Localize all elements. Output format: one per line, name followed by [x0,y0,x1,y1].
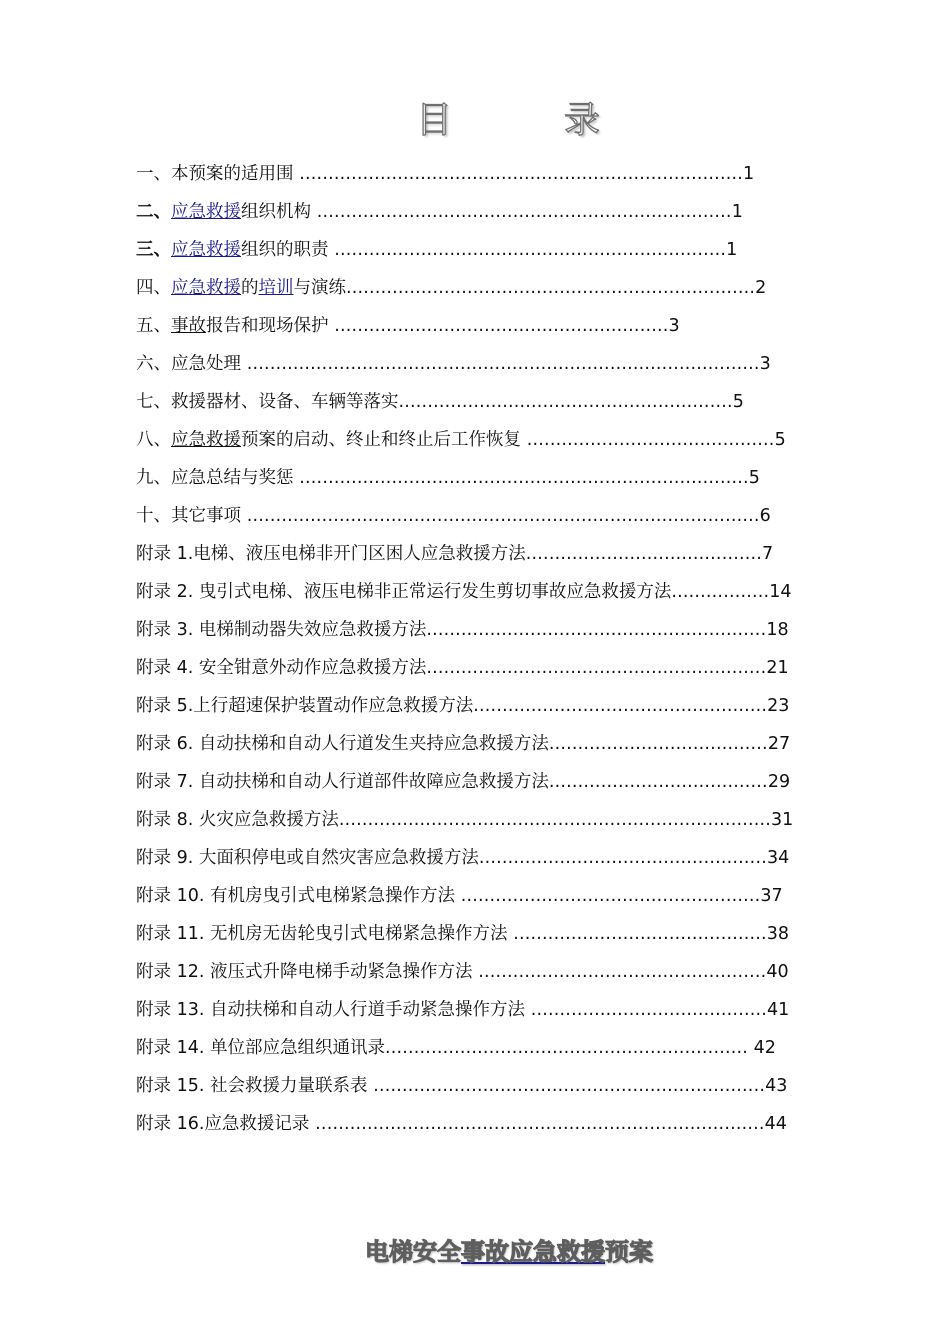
toc-entry-title: 其它事项 [171,506,241,526]
toc-entry-title: 附录 7. 自动扶梯和自动人行道部件故障应急救援方法 [136,772,549,792]
toc-entry-number: 四、 [136,278,171,298]
toc-entry-link[interactable]: 应急救援 [171,202,241,222]
toc-entry-page: 2 [755,278,767,298]
toc-entry-leader: .................................................................... [328,240,727,260]
toc-entry-page: 18 [766,620,789,640]
toc-entry-leader: .......................................................... [398,392,733,412]
toc-entry-page: 1 [731,202,743,222]
toc-entry-leader: ............................................................... [384,1038,749,1058]
toc-entry-page: 42 [748,1038,776,1058]
toc-entry-leader: .................................................. [478,848,767,868]
toc-entry-leader: ................. [671,582,770,602]
toc-entry-leader: ......................................... [524,1000,768,1020]
toc-entry-text: 的 [241,278,259,298]
table-of-contents [136,155,896,1143]
toc-entry-leader: ....................................................................... [346,278,756,298]
toc-entry[interactable] [136,953,896,991]
toc-entry-title: 应急处理 [171,354,241,374]
toc-entry[interactable] [136,1105,896,1143]
page-title: 目 录 [415,100,638,141]
toc-entry[interactable] [136,459,896,497]
toc-entry-leader: ...................................... [548,734,768,754]
toc-entry-title: 救援器材、设备、车辆等落实 [171,392,399,412]
toc-entry[interactable] [136,687,896,725]
toc-entry-page: 21 [766,658,789,678]
toc-entry-page: 5 [748,468,760,488]
toc-entry-page: 3 [668,316,680,336]
toc-entry-leader: ........................................................................ [311,202,732,222]
footer-title-end: 预案 [605,1238,653,1266]
toc-entry-leader: .............................................................................. [309,1114,765,1134]
toc-entry[interactable] [136,383,896,421]
toc-entry-leader: .............................................................................. [293,468,749,488]
toc-entry-title: 附录 14. 单位部应急组织通讯录 [136,1038,385,1058]
toc-entry-title: 附录 10. 有机房曳引式电梯紧急操作方法 [136,886,455,906]
toc-entry[interactable] [136,535,896,573]
toc-entry-leader: ......................................................................................... [241,506,760,526]
toc-entry[interactable] [136,839,896,877]
toc-entry-page: 23 [767,696,790,716]
toc-entry-title: 组织的职责 [241,240,329,260]
toc-entry-title: 报告和现场保护 [206,316,329,336]
toc-entry-title: 附录 13. 自动扶梯和自动人行道手动紧急操作方法 [136,1000,525,1020]
toc-entry-page: 14 [769,582,792,602]
toc-entry-leader: ........................................... [521,430,775,450]
toc-entry-link[interactable]: 培训 [258,278,294,298]
toc-entry-title: 附录 1.电梯、液压电梯非开门区困人应急救援方法 [136,544,526,564]
toc-entry-number: 七、 [136,392,171,412]
toc-entry-underlined-text: 应急救援 [171,430,241,450]
toc-entry-title: 组织机构 [241,202,311,222]
toc-entry[interactable] [136,725,896,763]
toc-entry-page: 41 [767,1000,790,1020]
toc-entry-page: 43 [765,1076,788,1096]
toc-entry[interactable] [136,345,896,383]
footer-title-underlined: 事故应急救援 [461,1238,605,1266]
toc-entry-leader: ................................................... [473,696,768,716]
toc-entry-number: 五、 [136,316,171,336]
toc-entry[interactable] [136,877,896,915]
toc-entry-leader: ............................................................................. [293,164,743,184]
toc-entry-page: 5 [732,392,744,412]
toc-entry-number: 六、 [136,354,171,374]
toc-entry-title: 与演练 [293,278,346,298]
toc-entry-leader: .......................................................... [328,316,669,336]
toc-entry-leader: ........................................................................... [338,810,772,830]
toc-entry-number: 二、 [136,202,171,222]
toc-entry[interactable] [136,1029,896,1067]
toc-entry[interactable] [136,269,896,307]
toc-entry-page: 34 [766,848,790,868]
toc-entry[interactable] [136,611,896,649]
toc-entry-number: 一、 [136,164,171,184]
toc-entry[interactable] [136,649,896,687]
toc-entry-number: 十、 [136,506,171,526]
toc-entry-page: 31 [771,810,794,830]
toc-entry-title: 附录 11. 无机房无齿轮曳引式电梯紧急操作方法 [136,924,508,944]
toc-entry-page: 6 [759,506,771,526]
toc-entry-page: 44 [764,1114,787,1134]
toc-entry-link[interactable]: 应急救援 [171,278,241,298]
toc-entry-title: 应急总结与奖惩 [171,468,294,488]
toc-entry[interactable] [136,155,896,193]
toc-entry-title: 本预案的适用围 [171,164,294,184]
toc-entry-leader: ........................................................... [426,658,767,678]
toc-entry[interactable] [136,801,896,839]
toc-entry-leader: .................................................. [472,962,767,982]
toc-entry-number: 三、 [136,240,171,260]
toc-entry-page: 38 [766,924,790,944]
toc-entry-page: 27 [767,734,791,754]
toc-entry-leader: .................................................................... [367,1076,766,1096]
toc-entry-page: 3 [759,354,771,374]
toc-entry-title: 附录 16.应急救援记录 [136,1114,310,1134]
toc-entry-title: 附录 8. 火灾应急救援方法 [136,810,339,830]
toc-entry[interactable] [136,1067,896,1105]
toc-entry-title: 附录 6. 自动扶梯和自动人行道发生夹持应急救援方法 [136,734,549,754]
toc-entry[interactable] [136,991,896,1029]
toc-entry-title: 附录 4. 安全钳意外动作应急救援方法 [136,658,427,678]
toc-entry-title: 附录 2. 曳引式电梯、液压电梯非正常运行发生剪切事故应急救援方法 [136,582,672,602]
toc-entry-leader: ...................................... [548,772,768,792]
toc-entry-page: 5 [774,430,786,450]
toc-entry[interactable] [136,497,896,535]
toc-entry-number: 八、 [136,430,171,450]
toc-entry-title: 附录 3. 电梯制动器失效应急救援方法 [136,620,427,640]
toc-entry[interactable] [136,763,896,801]
toc-entry-page: 1 [726,240,738,260]
footer-title-start: 电梯安全 [365,1238,461,1266]
toc-entry-leader: ......................................... [525,544,763,564]
toc-entry[interactable] [136,915,896,953]
toc-entry-page: 40 [766,962,789,982]
toc-entry-page: 37 [760,886,783,906]
toc-entry-leader: ........................................................... [426,620,767,640]
toc-entry[interactable] [136,421,896,459]
toc-entry[interactable] [136,231,896,269]
toc-entry-link[interactable]: 应急救援 [171,240,241,260]
toc-entry-leader: .................................................... [454,886,761,906]
toc-entry-number: 九、 [136,468,171,488]
toc-entry-underlined-text: 事故 [171,316,206,336]
toc-entry-title: 附录 9. 大面积停电或自然灾害应急救援方法 [136,848,479,868]
toc-entry-page: 1 [743,164,755,184]
toc-entry-leader: ............................................ [507,924,767,944]
toc-entry-title: 附录 12. 液压式升降电梯手动紧急操作方法 [136,962,473,982]
toc-entry-leader: ......................................................................................... [241,354,760,374]
toc-entry-title: 附录 15. 社会救援力量联系表 [136,1076,368,1096]
toc-entry[interactable] [136,307,896,345]
toc-entry[interactable] [136,573,896,611]
footer-document-title [0,1232,950,1267]
toc-entry-page: 29 [767,772,791,792]
toc-entry[interactable] [136,193,896,231]
toc-entry-title: 预案的启动、终止和终止后工作恢复 [241,430,521,450]
toc-entry-title: 附录 5.上行超速保护装置动作应急救援方法 [136,696,474,716]
toc-entry-page: 7 [762,544,774,564]
